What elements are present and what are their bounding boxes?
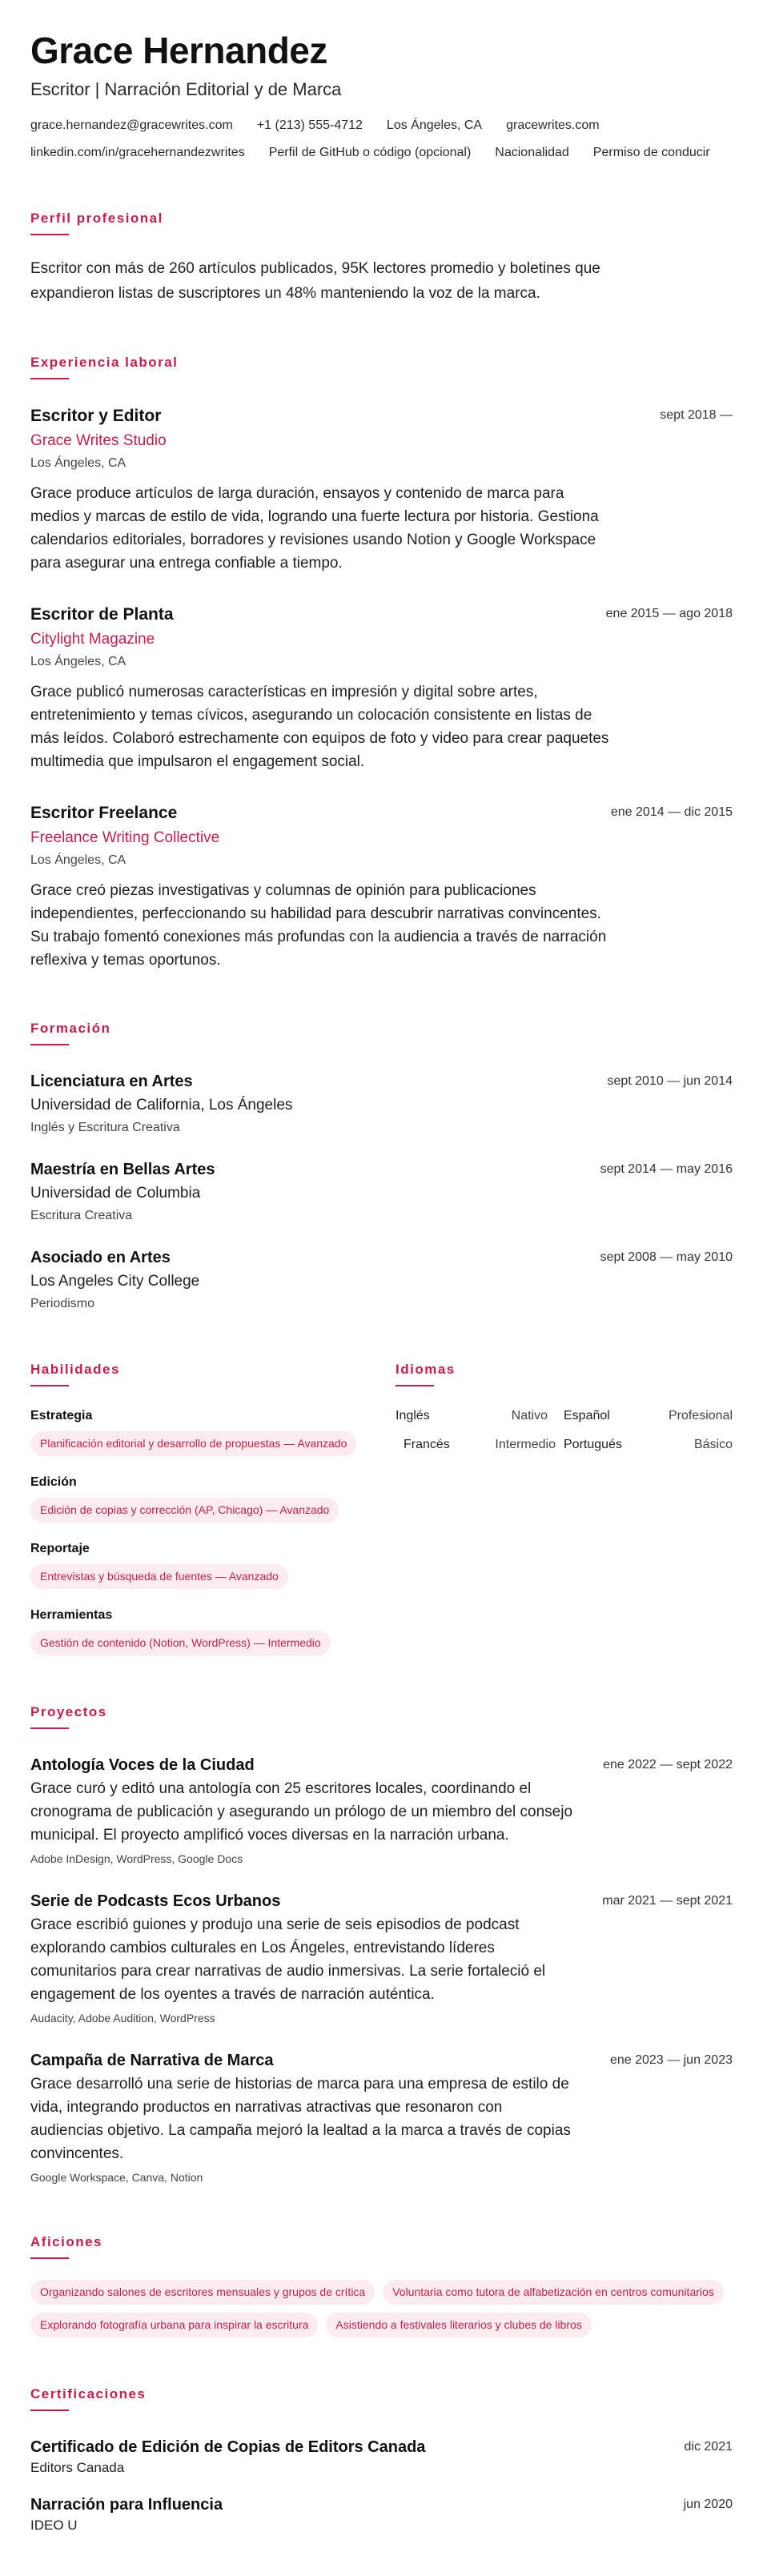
degree-title: Asociado en Artes [30,1249,171,1266]
skill-category: Edición [30,1475,77,1489]
hobby-tag: Voluntaria como tutora de alfabetización en centros comunitarios [383,2280,724,2305]
section-title: Certificaciones [30,2386,147,2401]
section-title: Idiomas [396,1362,456,1377]
section-divider [30,2257,69,2259]
certification-name: Narración para Influencia [30,2496,223,2514]
projects-section [30,1703,733,2185]
certifications-section [30,2385,733,2534]
job-dates: sept 2018 — [660,408,733,422]
job-title: Escritor de Planta [30,605,174,624]
projects-list [30,1755,733,2185]
language-item [556,1436,733,1454]
language-item [396,1436,556,1454]
project-tools: Google Workspace, Canva, Notion [30,2171,203,2184]
education-dates: sept 2014 — may 2016 [600,1162,733,1176]
project-dates: ene 2023 — jun 2023 [609,2053,733,2067]
section-divider [30,234,69,235]
section-divider [30,2409,69,2411]
section-title: Aficiones [30,2234,103,2249]
contact-driving-license: Permiso de conducir [592,146,710,159]
degree-title: Licenciatura en Artes [30,1073,193,1090]
job-company: Citylight Magazine [30,631,155,648]
job-title: Escritor y Editor [30,407,162,425]
languages-list [396,1407,733,1454]
certification-entry [30,2437,733,2477]
contact-linkedin[interactable]: linkedin.com/in/gracehernandezwrites [30,146,245,159]
job-description: Grace produce artículos de larga duración, ensayos y contenido de marca para medios y marcas de estilo de vida, logrando una fuerte lectura por historia. Gestiona calendarios editoriales, borradores y revisiones usando Notion y Google Workspace para asegurar una entrega confiable a tiempo. [30,485,599,572]
section-divider [30,1385,69,1386]
language-item [396,1407,556,1425]
project-tools: Audacity, Adobe Audition, WordPress [30,2012,215,2024]
certification-date: dic 2021 [684,2440,733,2454]
school-name: Universidad de California, Los Ángeles [30,1097,293,1113]
skills-list [30,1407,396,1655]
hobby-tag: Explorando fotografía urbana para inspirar la escritura [30,2313,318,2337]
language-level: Intermedio [495,1438,556,1451]
certification-date: jun 2020 [683,2498,733,2511]
skill-group [30,1607,396,1655]
skill-category: Reportaje [30,1542,90,1555]
project-description: Grace curó y editó una antología con 25 escritores locales, coordinando el cronograma de publicación y asegurando un prólogo de un miembro del consejo municipal. El proyecto amplificó voces diversas en la narración urbana. [30,1780,573,1844]
project-entry [30,2050,733,2185]
section-divider [30,378,69,379]
job-company: Freelance Writing Collective [30,829,220,846]
project-description: Grace desarrolló una serie de historias de marca para una empresa de estilo de vida, integrando productos en narrativas atractivas que resonaron con audiencias objetivo. La campaña mejoró la lealtad a la marca a través de copias convincentes. [30,2076,571,2162]
contact-location: Los Ángeles, CA [386,118,483,132]
education-list [30,1071,733,1313]
contact-phone[interactable]: +1 (213) 555-4712 [256,118,363,132]
job-location: Los Ángeles, CA [30,853,126,867]
section-divider [30,1044,69,1045]
language-item [556,1407,733,1425]
section-title: Formación [30,1021,111,1036]
skill-group [30,1474,396,1523]
certification-name: Certificado de Edición de Copias de Editors Canada [30,2438,426,2456]
contact-email[interactable]: grace.hernandez@gracewrites.com [30,118,233,132]
certification-issuer: Editors Canada [30,2460,125,2475]
candidate-name: Grace Hernandez [30,30,327,71]
project-dates: ene 2022 — sept 2022 [603,1758,733,1772]
section-title: Perfil profesional [30,211,163,226]
skill-tag: Edición de copias y corrección (AP, Chicago) — Avanzado [30,1498,339,1523]
experience-section [30,354,733,972]
education-section [30,1020,733,1313]
project-dates: mar 2021 — sept 2021 [602,1894,733,1908]
experience-entry [30,604,733,773]
section-title: Proyectos [30,1704,107,1719]
job-dates: ene 2015 — ago 2018 [605,607,733,620]
job-dates: ene 2014 — dic 2015 [610,805,733,819]
hobbies-list [30,2280,733,2337]
job-company: Grace Writes Studio [30,432,167,449]
language-name: Francés [404,1438,450,1451]
job-description: Grace creó piezas investigativas y columnas de opinión para publicaciones independientes, perfeccionando su habilidad para descubrir narrativas convincentes. Su trabajo fomentó conexiones más profundas con la audiencia a través de narración reflexiva y temas oportunos. [30,882,607,969]
education-entry [30,1071,733,1137]
project-entry [30,1891,733,2026]
project-entry [30,1755,733,1867]
language-name: Inglés [396,1409,430,1422]
language-level: Básico [693,1438,733,1451]
section-divider [30,1727,69,1729]
profile-section [30,210,733,306]
school-name: Universidad de Columbia [30,1185,201,1202]
skill-category: Herramientas [30,1608,113,1622]
contact-website[interactable]: gracewrites.com [506,118,600,132]
degree-title: Maestría en Bellas Artes [30,1161,215,1178]
project-name: Campaña de Narrativa de Marca [30,2052,274,2069]
school-name: Los Angeles City College [30,1273,200,1290]
skill-group [30,1540,396,1589]
education-dates: sept 2010 — jun 2014 [607,1074,733,1088]
languages-section [396,1361,733,1655]
candidate-headline: Escritor | Narración Editorial y de Marca [30,79,342,99]
field-of-study: Escritura Creativa [30,1209,133,1222]
skill-group [30,1407,396,1456]
experience-entry [30,405,733,575]
section-divider [396,1385,434,1386]
hobbies-section [30,2233,733,2337]
education-entry [30,1247,733,1313]
contact-list [30,117,733,162]
education-entry [30,1159,733,1225]
skill-category: Estrategia [30,1409,93,1422]
section-title: Experiencia laboral [30,355,179,370]
field-of-study: Periodismo [30,1297,95,1310]
job-title: Escritor Freelance [30,804,178,822]
certification-entry [30,2494,733,2534]
language-name: Portugués [564,1438,622,1451]
job-location: Los Ángeles, CA [30,456,126,470]
certification-issuer: IDEO U [30,2518,78,2533]
contact-github[interactable]: Perfil de GitHub o código (opcional) [268,146,472,159]
skill-tag: Entrevistas y búsqueda de fuentes — Avanzado [30,1564,288,1589]
field-of-study: Inglés y Escritura Creativa [30,1121,180,1134]
experience-entry [30,802,733,972]
section-title: Habilidades [30,1362,120,1377]
education-dates: sept 2008 — may 2010 [600,1250,733,1264]
language-level: Nativo [511,1409,548,1422]
language-name: Español [564,1409,610,1422]
job-location: Los Ángeles, CA [30,655,126,668]
experience-list [30,405,733,972]
skill-tag: Gestión de contenido (Notion, WordPress) — Intermedio [30,1631,331,1655]
hobby-tag: Asistiendo a festivales literarios y clubes de libros [326,2313,591,2337]
certifications-list [30,2437,733,2534]
hobby-tag: Organizando salones de escritores mensuales y grupos de crítica [30,2280,375,2305]
profile-summary: Escritor con más de 260 artículos publicados, 95K lectores promedio y boletines que expandieron listas de suscriptores un 48% manteniendo la voz de la marca. [30,260,600,302]
resume-header [30,29,733,162]
project-name: Antología Voces de la Ciudad [30,1756,255,1774]
skill-tag: Planificación editorial y desarrollo de propuestas — Avanzado [30,1431,356,1456]
project-name: Serie de Podcasts Ecos Urbanos [30,1892,281,1910]
contact-nationality: Nacionalidad [495,146,569,159]
skills-languages-row [30,1361,733,1655]
job-description: Grace publicó numerosas características en impresión y digital sobre artes, entretenimiento y temas cívicos, asegurando un colocación consistente en listas de más leídos. Colaboró estrechamente con equipos de foto y video para crear paquetes multimedia que impulsaron el engagement social. [30,684,609,770]
project-tools: Adobe InDesign, WordPress, Google Docs [30,1852,243,1865]
skills-section [30,1361,396,1655]
project-description: Grace escribió guiones y produjo una serie de seis episodios de podcast explorando cambios culturales en Los Ángeles, entrevistando líderes comunitarios para crear narrativas de audio inmersivas. La serie fortaleció el engagement de los oyentes a través de narración auténtica. [30,1916,546,2003]
language-level: Profesional [668,1409,733,1422]
